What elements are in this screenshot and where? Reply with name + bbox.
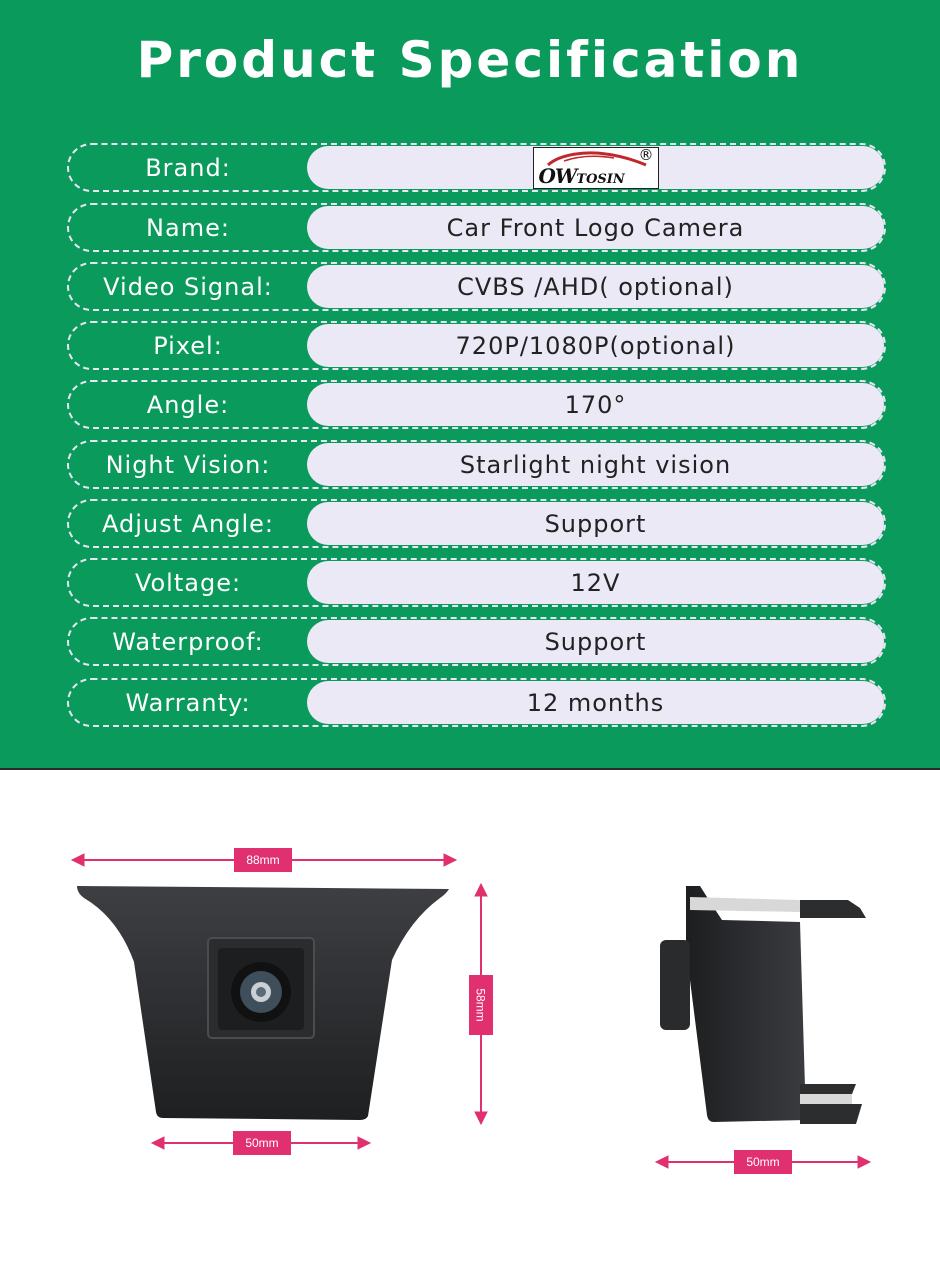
spec-value: 12V	[307, 561, 884, 604]
camera-side-view	[660, 886, 866, 1124]
spec-label: Night Vision:	[105, 450, 271, 479]
page-title: Product Specification	[136, 31, 804, 89]
spec-value: Support	[307, 620, 884, 663]
dimension-width-label: 88mm	[234, 848, 292, 872]
spec-label: Adjust Angle:	[101, 509, 275, 538]
spec-label: Brand:	[145, 153, 231, 182]
spec-value: 170°	[307, 383, 884, 426]
spec-label: Video Signal:	[103, 272, 273, 301]
spec-value: Starlight night vision	[307, 443, 884, 486]
spec-value: Support	[307, 502, 884, 545]
dimension-side-width-label: 50mm	[734, 1150, 792, 1174]
spec-value: 12 months	[307, 681, 884, 724]
spec-label: Name:	[146, 213, 230, 242]
spec-value: Car Front Logo Camera	[307, 206, 884, 249]
dimension-bottom-width-label: 50mm	[233, 1131, 291, 1155]
spec-value: 720P/1080P(optional)	[307, 324, 884, 367]
dimension-height-label: 58mm	[469, 975, 493, 1035]
spec-label: Pixel:	[153, 331, 223, 360]
spec-value: CVBS /AHD( optional)	[307, 265, 884, 308]
spec-label: Warranty:	[125, 688, 251, 717]
brand-logo-text: OWTOSIN	[538, 163, 625, 188]
registered-mark: ®	[638, 145, 655, 164]
camera-front-view	[77, 886, 449, 1120]
spec-label: Voltage:	[134, 568, 242, 597]
spec-label: Angle:	[146, 390, 230, 419]
spec-label: Waterproof:	[112, 627, 264, 656]
